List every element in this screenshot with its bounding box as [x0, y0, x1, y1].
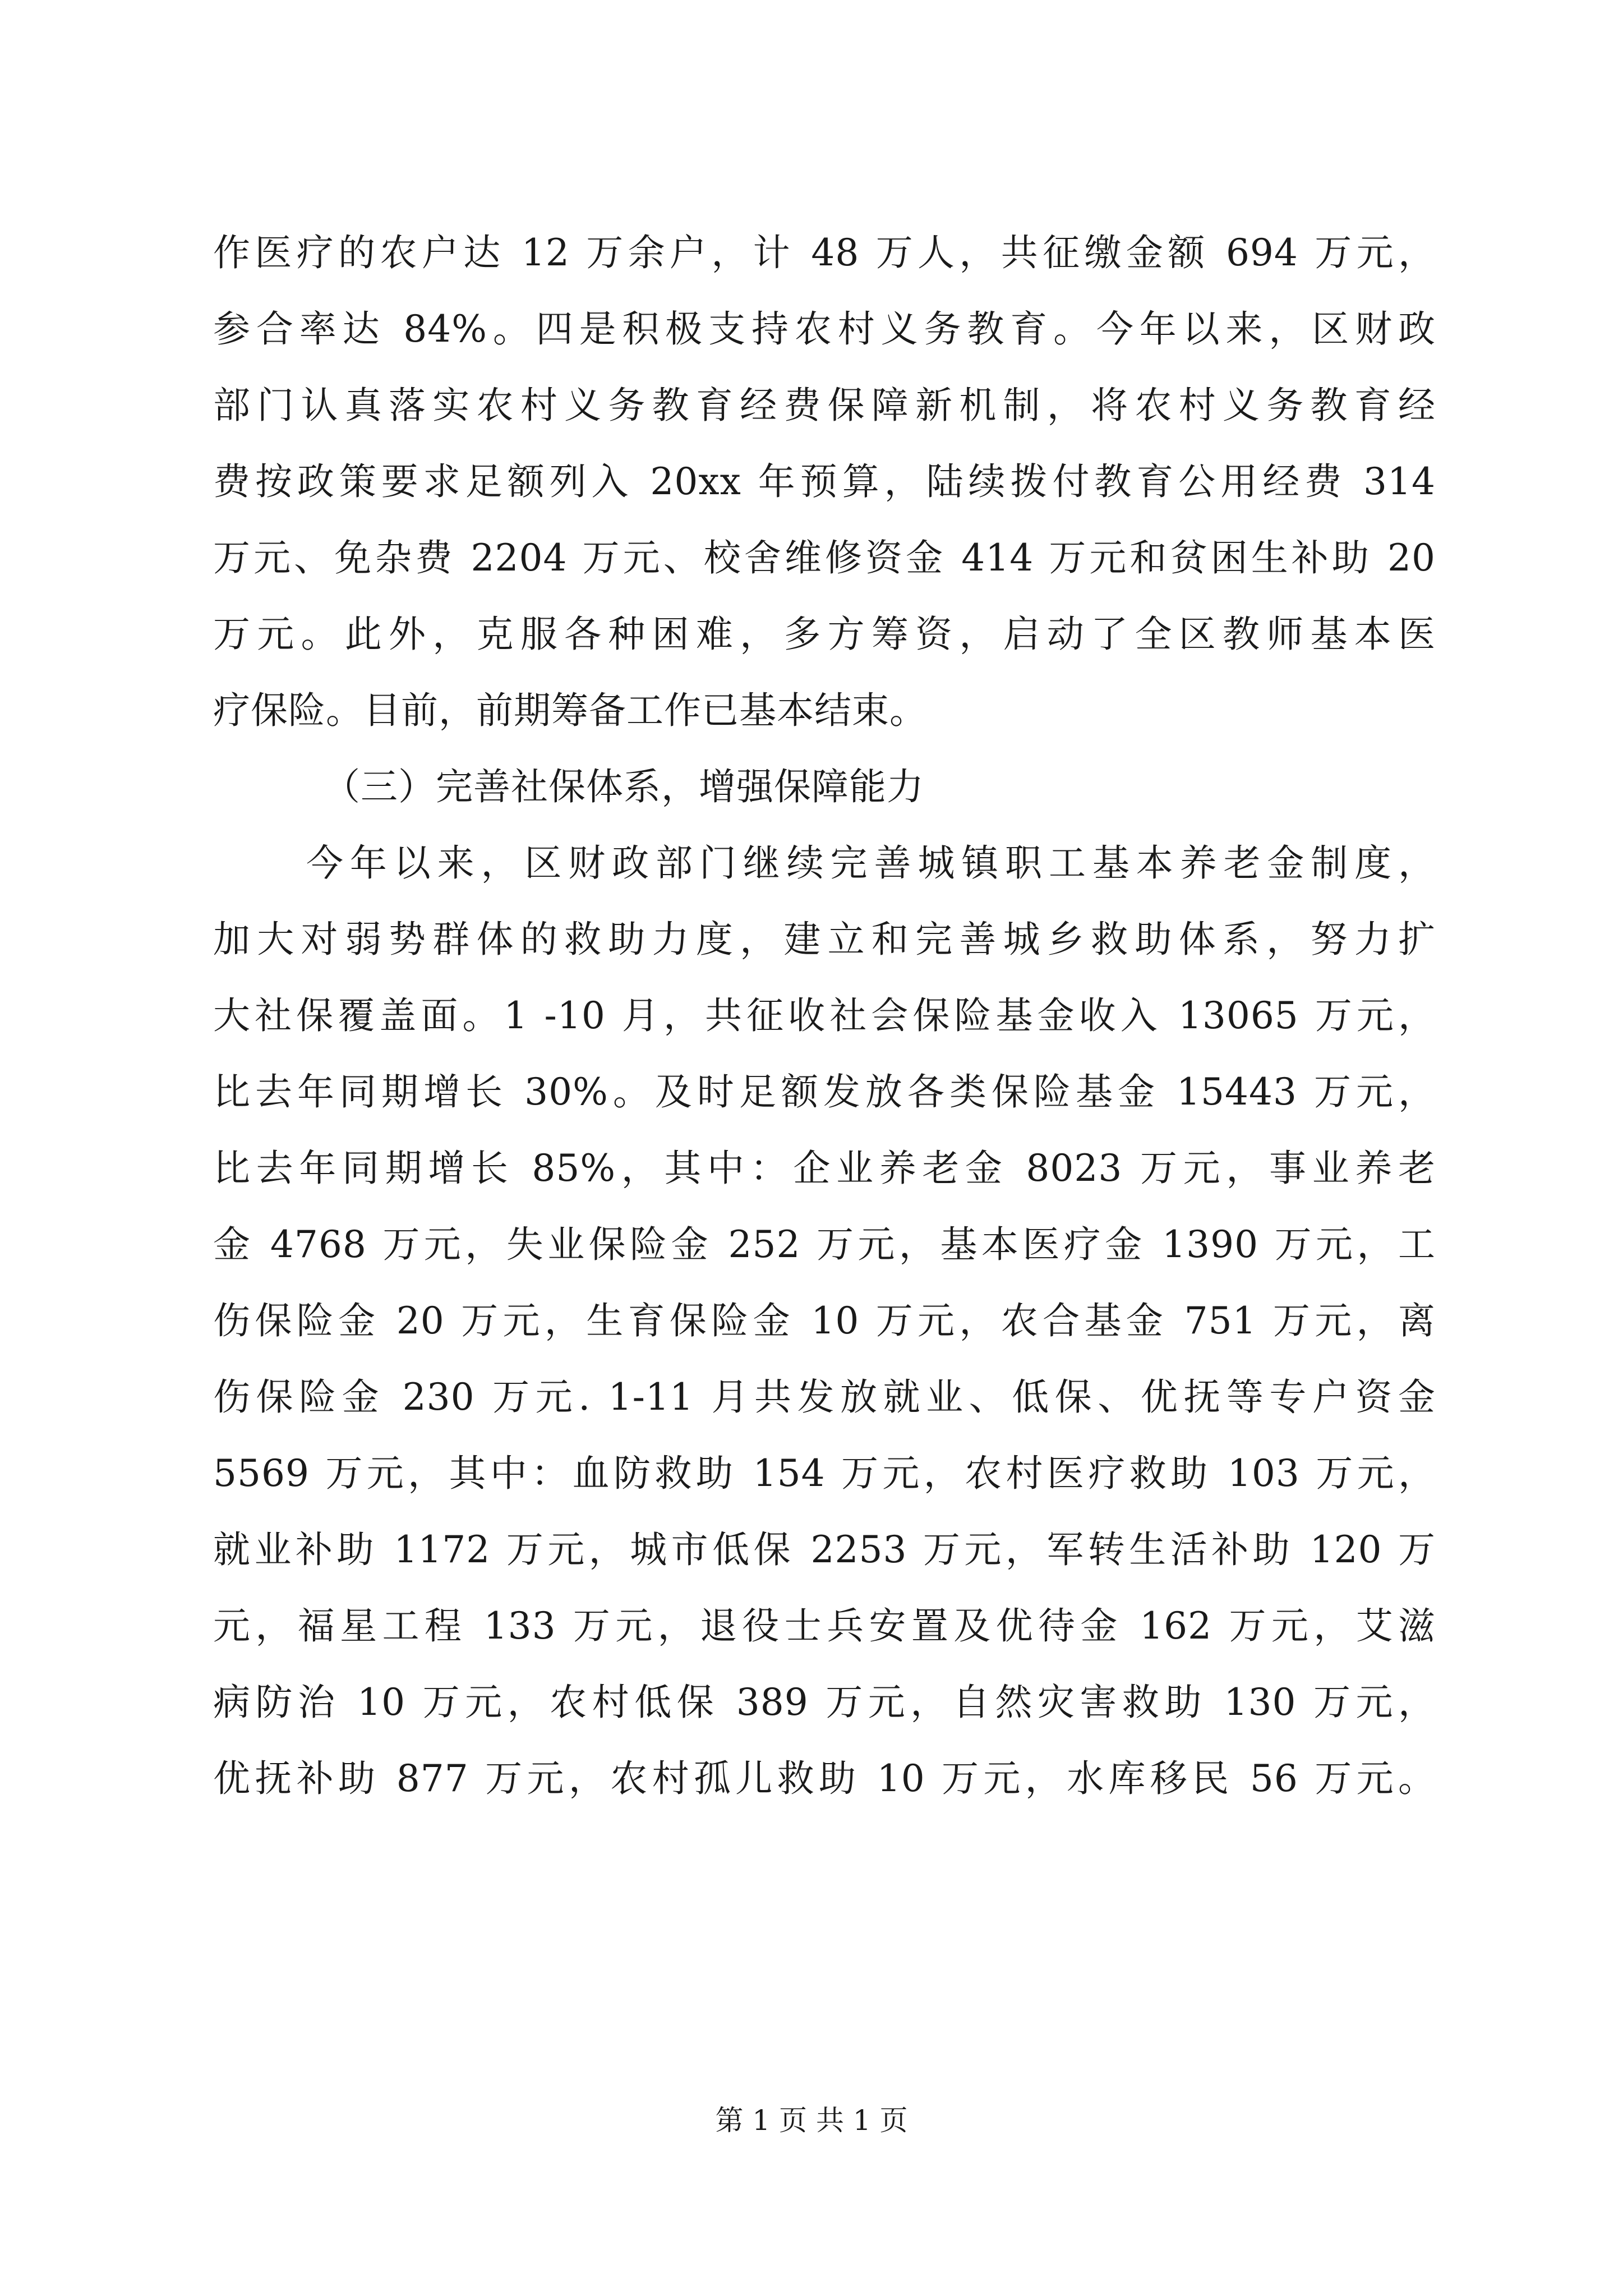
text-line: 参合率达 84%。四是积极支持农村义务教育。今年以来，区财政 — [213, 307, 1436, 351]
text-line: 费按政策要求足额列入 20xx 年预算，陆续拨付教育公用经费 314 — [213, 460, 1436, 503]
paragraph-line: 金 4768 万元，失业保险金 252 万元，基本医疗金 1390 万元，工 — [213, 1223, 1436, 1266]
text-line: 疗保险。目前，前期筹备工作已基本结束。 — [213, 689, 927, 732]
paragraph-line: 病防治 10 万元，农村低保 389 万元，自然灾害救助 130 万元， — [213, 1681, 1436, 1724]
document-body — [213, 215, 1436, 1817]
paragraph-line: 5569 万元，其中：血防救助 154 万元，农村医疗救助 103 万元， — [213, 1452, 1436, 1495]
paragraph-line: 大社保覆盖面。1 -10 月，共征收社会保险基金收入 13065 万元， — [213, 994, 1436, 1037]
paragraph-line: 就业补助 1172 万元，城市低保 2253 万元，军转生活补助 120 万 — [213, 1528, 1436, 1571]
text-line: 作医疗的农户达 12 万余户，计 48 万人，共征缴金额 694 万元， — [213, 231, 1436, 274]
paragraph-line: 伤保险金 20 万元，生育保险金 10 万元，农合基金 751 万元，离 — [213, 1299, 1436, 1342]
page-footer: 第 1 页 共 1 页 — [715, 2104, 908, 2137]
paragraph-line: 优抚补助 877 万元，农村孤儿救助 10 万元，水库移民 56 万元。 — [213, 1757, 1436, 1800]
text-line: 万元。此外，克服各种困难，多方筹资，启动了全区教师基本医 — [213, 613, 1436, 656]
text-line: 万元、免杂费 2204 万元、校舍维修资金 414 万元和贫困生补助 20 — [213, 536, 1436, 579]
paragraph-line: 比去年同期增长 85%，其中：企业养老金 8023 万元，事业养老 — [213, 1147, 1436, 1190]
paragraph-line: 元，福星工程 133 万元，退役士兵安置及优待金 162 万元，艾滋 — [213, 1604, 1436, 1648]
paragraph-line: 今年以来，区财政部门继续完善城镇职工基本养老金制度， — [306, 841, 1436, 885]
paragraph-line: 比去年同期增长 30%。及时足额发放各类保险基金 15443 万元， — [213, 1070, 1436, 1114]
section-heading: （三）完善社保体系，增强保障能力 — [323, 765, 924, 808]
paragraph-line: 伤保险金 230 万元. 1-11 月共发放就业、低保、优抚等专户资金 — [213, 1375, 1436, 1419]
text-line: 部门认真落实农村义务教育经费保障新机制，将农村义务教育经 — [213, 384, 1436, 427]
paragraph-line: 加大对弱势群体的救助力度，建立和完善城乡救助体系，努力扩 — [213, 918, 1436, 961]
